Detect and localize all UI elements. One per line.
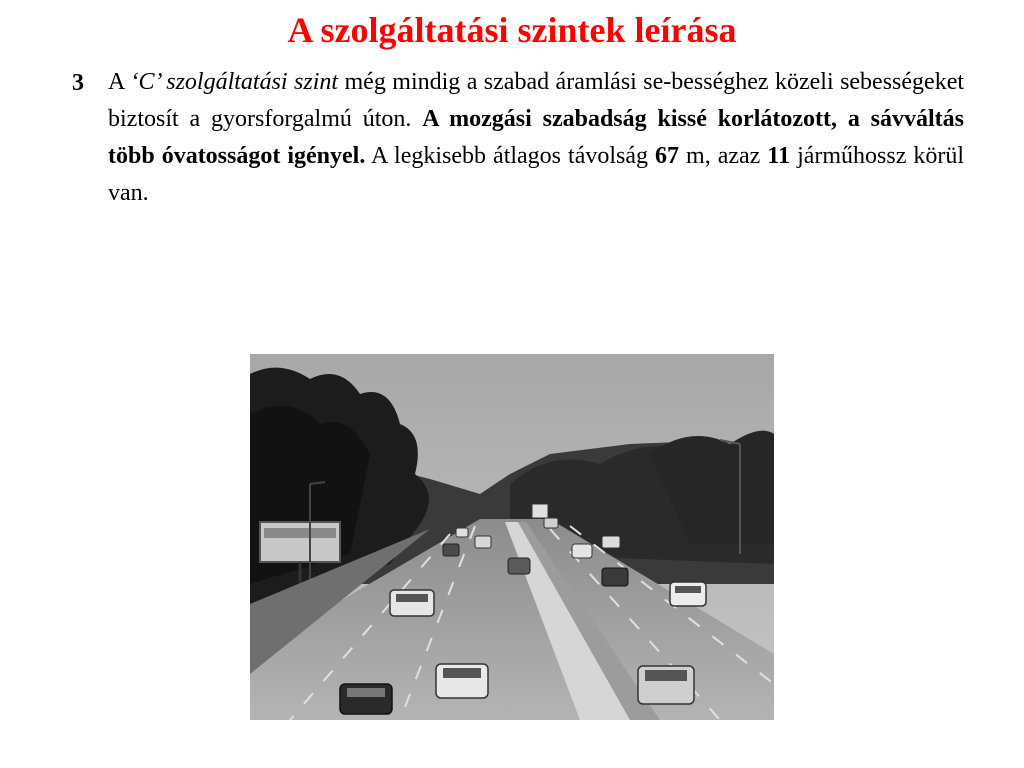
- car: [436, 664, 488, 698]
- item-article: A: [108, 69, 125, 95]
- car: [602, 568, 628, 586]
- item-emphasis: A mozgási szabadság kissé korlátozott, a sávváltás több óvatosságot igényel.: [108, 106, 965, 169]
- list-item-number: 3: [72, 70, 84, 96]
- vehicle-length-value: 11: [767, 143, 791, 169]
- car: [443, 544, 459, 556]
- list-item-text: [108, 64, 964, 212]
- service-level-name: ‘C’ szolgáltatási szint: [130, 69, 339, 95]
- car: [508, 558, 530, 574]
- item-text-4: járműhossz körül van.: [108, 143, 965, 206]
- item-text-2: A legkisebb átlagos távolság: [371, 143, 649, 169]
- car: [670, 582, 706, 606]
- item-text-3: m, azaz: [686, 143, 761, 169]
- car: [390, 590, 434, 616]
- highway-photo: [250, 354, 774, 720]
- car: [572, 544, 592, 558]
- highway-photo-image: [250, 354, 774, 720]
- car: [602, 536, 620, 548]
- distance-value: 67: [655, 143, 680, 169]
- car: [475, 536, 491, 548]
- car: [638, 666, 694, 704]
- car: [544, 518, 558, 528]
- car: [340, 684, 392, 714]
- item-text-1: még mindig a szabad áramlási se-bességhez közeli sebességeket biztosít a gyorsforgalmú úton.: [108, 69, 965, 132]
- slide-title: A szolgáltatási szintek leírása: [287, 10, 737, 50]
- car: [456, 528, 468, 537]
